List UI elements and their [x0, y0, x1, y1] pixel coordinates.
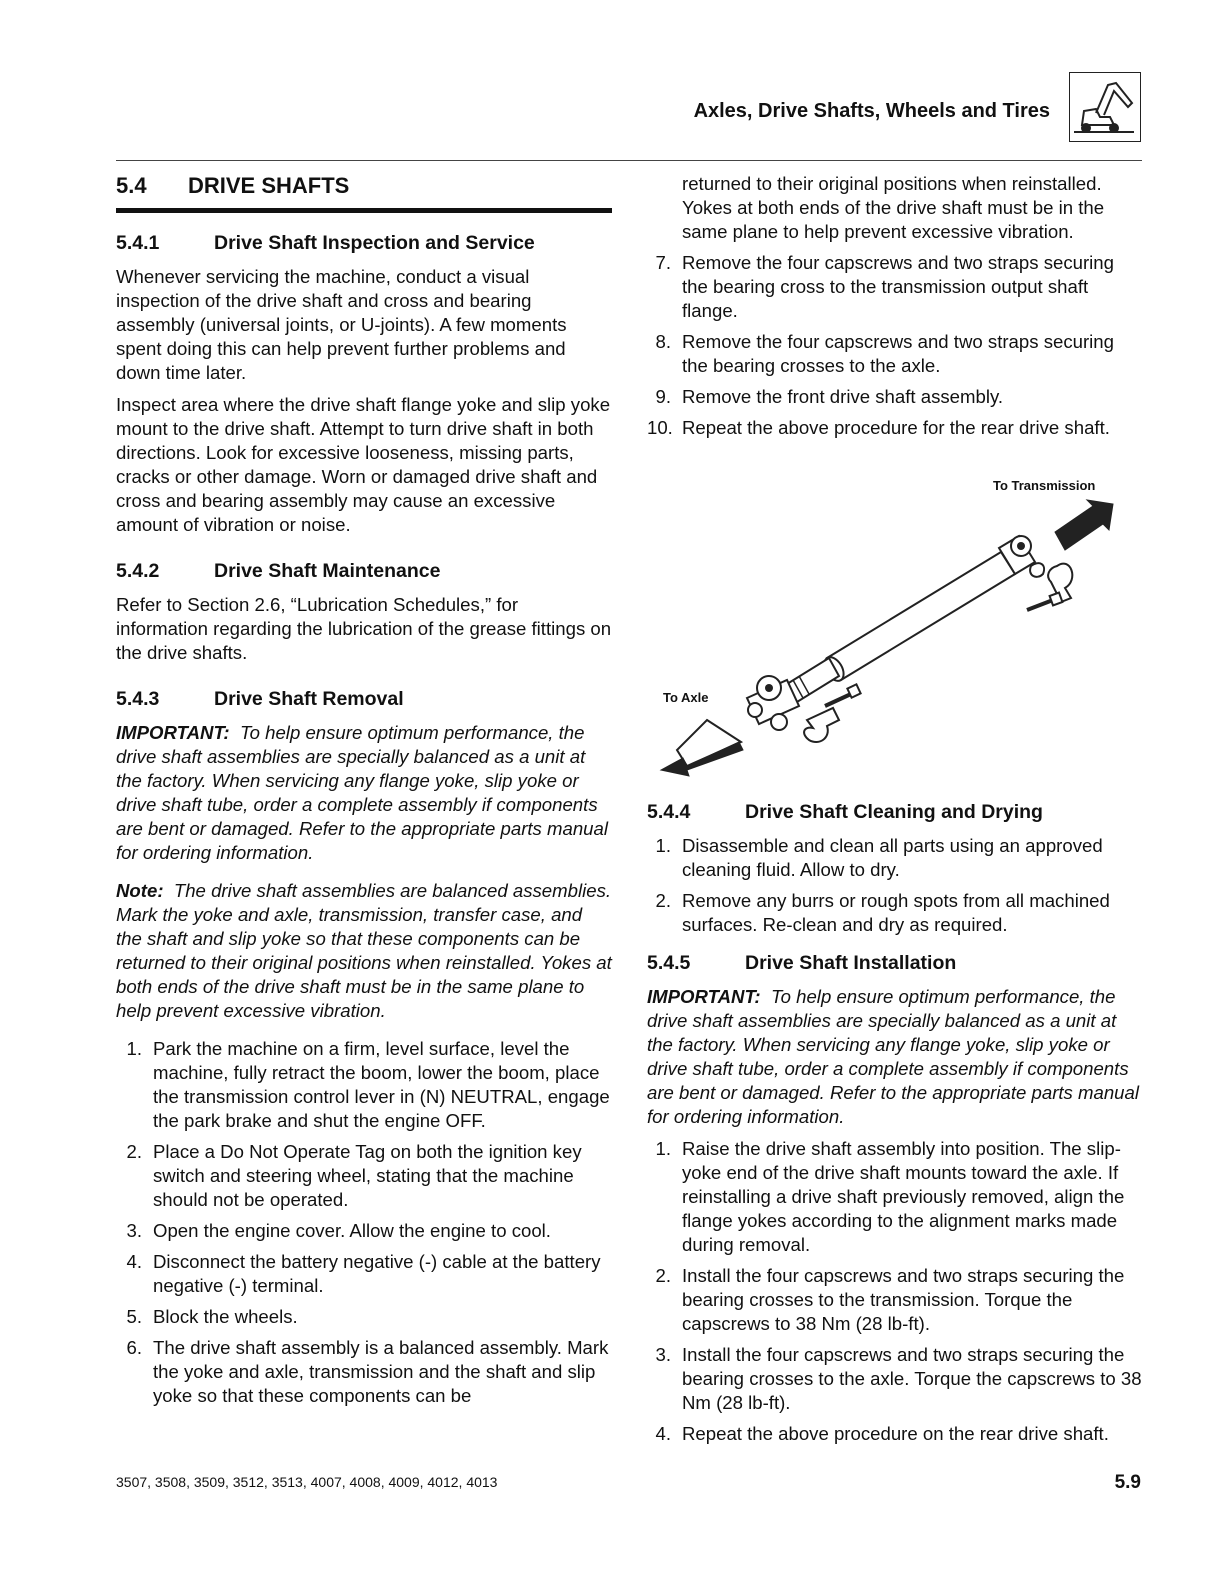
list-number: 5.: [126, 1306, 142, 1327]
subsection-title-text: Drive Shaft Removal: [214, 688, 404, 710]
paragraph: Whenever servicing the machine, conduct a visual inspection of the drive shaft and cross and bearing assembly (universal joints, or U-joints). A few moments spent doing this can help prevent further problems and down time later.: [116, 266, 567, 383]
cleaning-steps: [647, 834, 1143, 937]
list-number: 7.: [655, 252, 671, 273]
subsection-title-text: Drive Shaft Inspection and Service: [214, 232, 535, 254]
important-label: IMPORTANT:: [647, 986, 761, 1007]
list-number: 1.: [655, 835, 671, 856]
removal-steps: [118, 1037, 612, 1408]
subsection-544-title: [647, 800, 1143, 824]
important-note: [116, 721, 612, 865]
subsection-number: 5.4.1: [116, 232, 160, 254]
list-number: 4.: [655, 1423, 671, 1444]
list-item: [647, 385, 1143, 409]
list-text: Remove the four capscrews and two straps securing the bearing cross to the transmission output shaft flange.: [682, 252, 1114, 321]
list-item: [118, 1140, 612, 1212]
removal-steps-continued: [647, 251, 1143, 440]
subsection-542-title: [116, 559, 612, 583]
list-number: 2.: [655, 890, 671, 911]
list-text: Park the machine on a firm, level surface, level the machine, fully retract the boom, lower the boom, place the transmission control lever in (N) NEUTRAL, engage the park brake and shut the engine OFF.: [153, 1038, 610, 1131]
list-text: Open the engine cover. Allow the engine to cool.: [153, 1220, 551, 1241]
list-item: [647, 416, 1143, 440]
list-number: 4.: [126, 1251, 142, 1272]
header-title: Axles, Drive Shafts, Wheels and Tires: [693, 100, 1050, 122]
list-item: [647, 834, 1143, 882]
list-text: Remove the front drive shaft assembly.: [682, 386, 1004, 407]
subsection-title-text: Drive Shaft Cleaning and Drying: [745, 801, 1043, 823]
list-item: [647, 1343, 1143, 1415]
left-column: [116, 172, 612, 1415]
subsection-title-text: Drive Shaft Maintenance: [214, 560, 441, 582]
list-item: [118, 1305, 612, 1329]
list-item: [647, 1137, 1143, 1257]
important-text: To help ensure optimum performance, the drive shaft assemblies are specially balanced as a unit at the factory. When servicing any flange yoke, slip yoke or drive shaft tube, order a complete assembly if components are bent or damaged. Refer to the appropriate parts manual for ordering information.: [647, 986, 1139, 1127]
list-item: [647, 330, 1143, 378]
important-text: To help ensure optimum performance, the drive shaft assemblies are specially balanced as a unit at the factory. When servicing any flange yoke, slip yoke or drive shaft tube, order a complete assembly if components are bent or damaged. Refer to the appropriate parts manual for ordering information.: [116, 722, 608, 863]
list-text: Install the four capscrews and two straps securing the bearing crosses to the axle. Torque the capscrews to 38 Nm (28 lb-ft).: [682, 1344, 1142, 1413]
subsection-number: 5.4.3: [116, 688, 160, 710]
note-label: Note:: [116, 880, 164, 901]
list-number: 6.: [126, 1337, 142, 1358]
important-note: [647, 985, 1143, 1129]
drive-shaft-drawing: [647, 470, 1143, 780]
list-item: [647, 1264, 1143, 1336]
page-number: 5.9: [1114, 1472, 1141, 1493]
list-number: 1.: [655, 1138, 671, 1159]
list-text: Disconnect the battery negative (-) cable at the battery negative (-) terminal.: [153, 1251, 601, 1296]
list-item: [647, 889, 1143, 937]
right-column-top: [647, 172, 1143, 447]
section-title: [116, 174, 612, 213]
list-text: Disassemble and clean all parts using an approved cleaning fluid. Allow to dry.: [682, 835, 1103, 880]
subsection-number: 5.4.2: [116, 560, 160, 582]
list-number: 1.: [126, 1038, 142, 1059]
list-text: Raise the drive shaft assembly into position. The slip-yoke end of the drive shaft mounts toward the axle. If reinstalling a drive shaft previously removed, align the flange yokes according to the alignment marks made during removal.: [682, 1138, 1125, 1255]
note: [116, 879, 612, 1023]
list-text: Block the wheels.: [153, 1306, 298, 1327]
step6-continuation: returned to their original positions when reinstalled. Yokes at both ends of the drive shaft must be in the same plane to help prevent excessive vibration.: [682, 173, 1105, 242]
paragraph: Refer to Section 2.6, “Lubrication Schedules,” for information regarding the lubrication of the grease fittings on the drive shafts.: [116, 594, 612, 663]
list-number: 9.: [655, 386, 671, 407]
list-number: 8.: [655, 331, 671, 352]
subsection-title-text: Drive Shaft Installation: [745, 952, 957, 974]
list-item: [118, 1250, 612, 1298]
list-text: Remove the four capscrews and two straps securing the bearing crosses to the axle.: [682, 331, 1114, 376]
list-item: [647, 251, 1143, 323]
label-to-axle: To Axle: [663, 690, 709, 705]
subsection-543-title: [116, 687, 612, 711]
list-text: Place a Do Not Operate Tag on both the ignition key switch and steering wheel, stating that the machine should not be operated.: [153, 1141, 582, 1210]
list-text: Repeat the above procedure on the rear drive shaft.: [682, 1423, 1109, 1444]
list-number: 2.: [126, 1141, 142, 1162]
subsection-545-title: [647, 951, 1143, 975]
section-number: 5.4: [116, 173, 147, 198]
list-number: 3.: [126, 1220, 142, 1241]
list-item: [118, 1219, 612, 1243]
list-text: The drive shaft assembly is a balanced assembly. Mark the yoke and axle, transmission and the shaft and slip yoke so that these components can be: [153, 1337, 609, 1406]
installation-steps: [647, 1137, 1143, 1446]
header-rule: [116, 160, 1142, 161]
footer-models: 3507, 3508, 3509, 3512, 3513, 4007, 4008, 4009, 4012, 4013: [116, 1474, 498, 1490]
note-text: The drive shaft assemblies are balanced assemblies. Mark the yoke and axle, transmission, transfer case, and the shaft and slip yoke so that these components can be returned to their original positions when reinstalled. Yokes at both ends of the drive shaft must be in the same plane to help prevent excessive vibration.: [116, 880, 612, 1021]
important-label: IMPORTANT:: [116, 722, 230, 743]
list-number: 10.: [647, 417, 673, 438]
telehandler-icon: [1069, 72, 1141, 142]
label-to-transmission: To Transmission: [993, 478, 1096, 493]
list-text: Repeat the above procedure for the rear drive shaft.: [682, 417, 1110, 438]
drive-shaft-figure: [647, 470, 1143, 780]
section-title-text: DRIVE SHAFTS: [188, 173, 350, 198]
subsection-number: 5.4.5: [647, 952, 691, 974]
list-item: [118, 1336, 612, 1408]
list-number: 3.: [655, 1344, 671, 1365]
list-item: [647, 1422, 1143, 1446]
right-column-bottom: [647, 800, 1143, 1453]
subsection-number: 5.4.4: [647, 801, 691, 823]
paragraph: Inspect area where the drive shaft flange yoke and slip yoke mount to the drive shaft. Attempt to turn drive shaft in both directions. Look for excessive looseness, missing parts, cracks or other damage. Worn or damaged drive shaft and cross and bearing assembly may cause an excessive amount of vibration or noise.: [116, 394, 611, 535]
list-text: Remove any burrs or rough spots from all machined surfaces. Re-clean and dry as required.: [682, 890, 1110, 935]
list-number: 2.: [655, 1265, 671, 1286]
list-item: [118, 1037, 612, 1133]
subsection-541-title: [116, 231, 612, 255]
list-text: Install the four capscrews and two straps securing the bearing crosses to the transmission. Torque the capscrews to 38 Nm (28 lb-ft).: [682, 1265, 1125, 1334]
